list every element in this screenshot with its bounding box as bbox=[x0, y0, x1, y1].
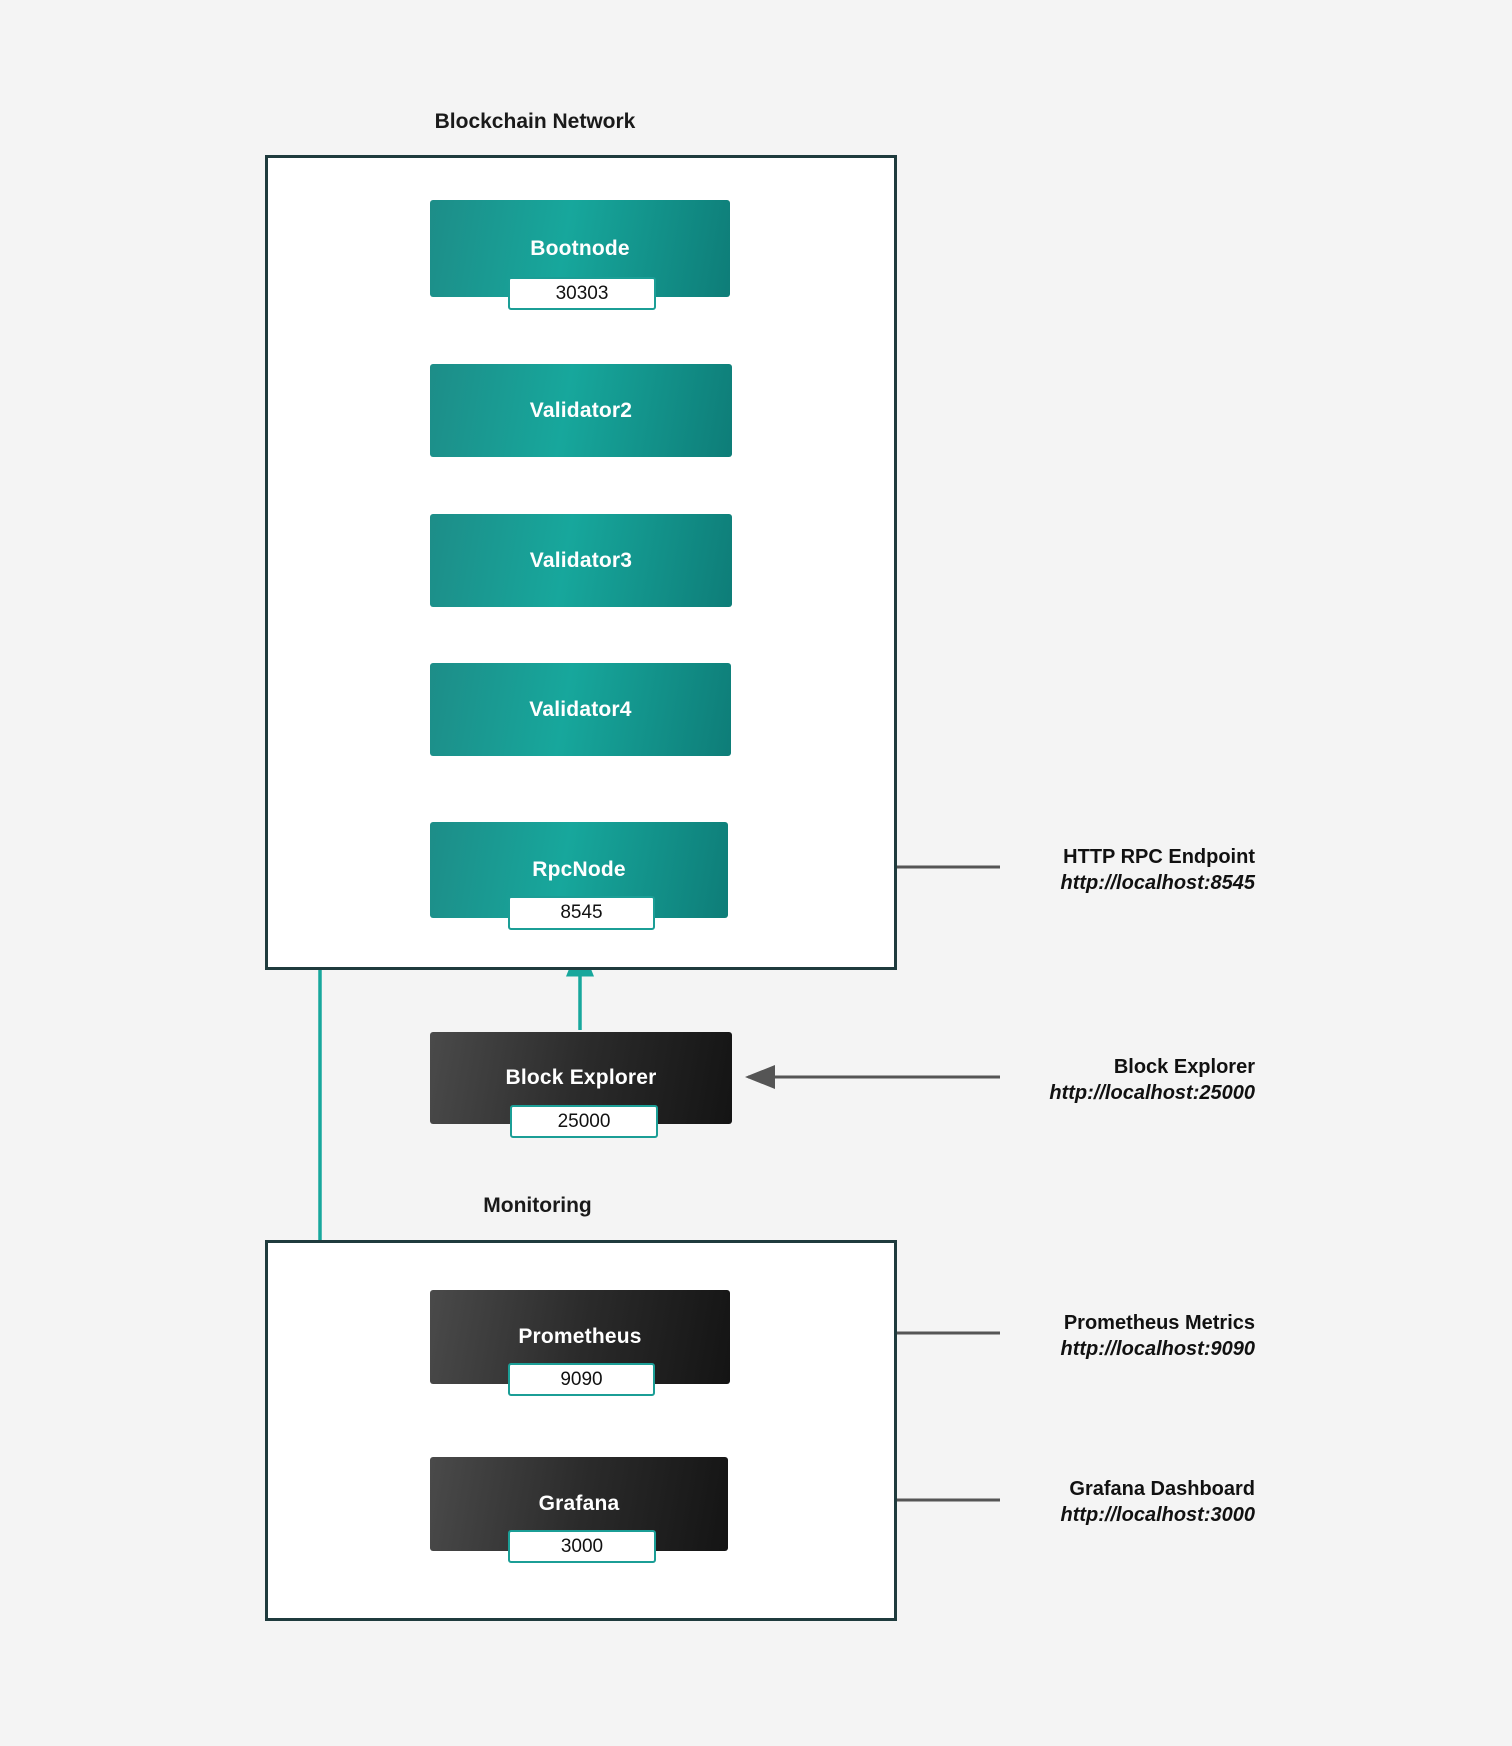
annotation-title-block-explorer: Block Explorer bbox=[1113, 1056, 1255, 1078]
annotation-title-grafana-dashboard: Grafana Dashboard bbox=[1069, 1478, 1255, 1500]
node-validator4[interactable] bbox=[430, 663, 731, 756]
node-label-rpcnode: RpcNode bbox=[532, 858, 626, 881]
node-port-bootnode: 30303 bbox=[508, 277, 656, 310]
annotation-prometheus-metrics bbox=[760, 1311, 1255, 1362]
node-label-validator4: Validator4 bbox=[529, 697, 632, 721]
annotation-grafana-dashboard bbox=[760, 1477, 1255, 1528]
annotation-url-grafana-dashboard[interactable]: http://localhost:3000 bbox=[1060, 1504, 1255, 1526]
group-title-monitoring: Monitoring bbox=[483, 1194, 592, 1217]
node-port-rpcnode: 8545 bbox=[508, 896, 655, 930]
node-label-grafana: Grafana bbox=[538, 1492, 620, 1515]
node-label-block-explorer: Block Explorer bbox=[505, 1066, 657, 1089]
node-label-bootnode: Bootnode bbox=[530, 236, 630, 260]
annotation-title-rpc-endpoint: HTTP RPC Endpoint bbox=[1063, 846, 1255, 868]
node-label-prometheus: Prometheus bbox=[518, 1325, 642, 1348]
node-port-grafana: 3000 bbox=[508, 1530, 656, 1563]
annotation-rpc-endpoint bbox=[760, 845, 1255, 896]
annotation-block-explorer bbox=[760, 1055, 1255, 1106]
group-title-blockchain-network: Blockchain Network bbox=[434, 110, 636, 133]
annotation-url-rpc-endpoint[interactable]: http://localhost:8545 bbox=[1060, 872, 1255, 894]
node-label-validator2: Validator2 bbox=[529, 398, 633, 422]
node-validator3[interactable] bbox=[430, 514, 732, 607]
node-label-validator3: Validator3 bbox=[529, 548, 633, 572]
node-validator2[interactable] bbox=[430, 364, 732, 457]
node-port-block-explorer: 25000 bbox=[510, 1105, 658, 1138]
node-port-prometheus: 9090 bbox=[508, 1363, 655, 1396]
annotation-url-block-explorer[interactable]: http://localhost:25000 bbox=[1049, 1082, 1255, 1104]
annotation-title-prometheus-metrics: Prometheus Metrics bbox=[1063, 1312, 1255, 1334]
annotation-url-prometheus-metrics[interactable]: http://localhost:9090 bbox=[1060, 1338, 1255, 1360]
